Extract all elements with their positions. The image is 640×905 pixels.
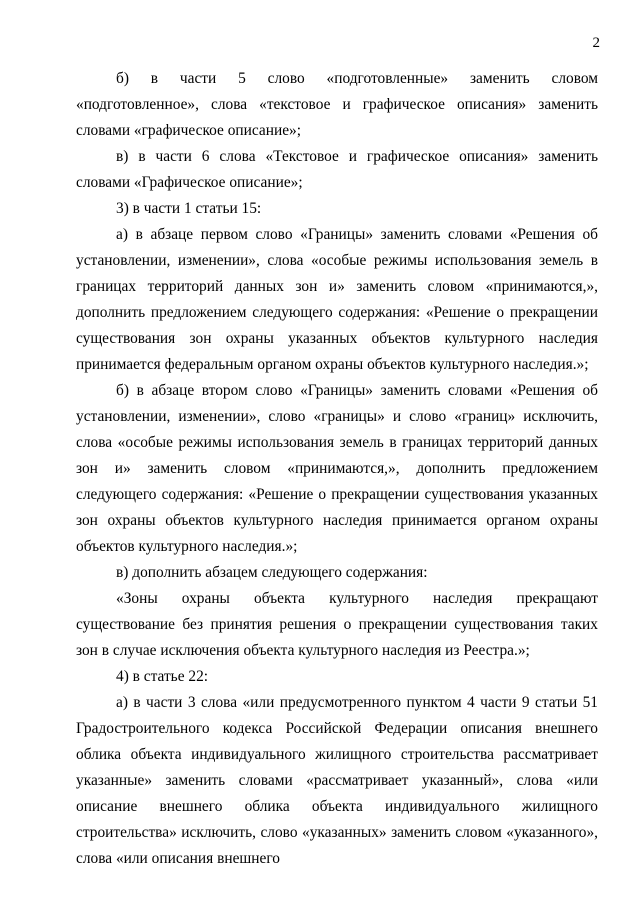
paragraph: в) в части 6 слова «Текстовое и графическое описания» заменить словами «Графическое описание»; [76,148,598,191]
paragraph: «Зоны охраны объекта культурного наследия прекращают существование без принятия решения о прекращении существования таких зон в случае исключения объекта культурного наследия из Реестра.»; [76,590,598,659]
paragraph: 4) в статье 22: [116,668,209,685]
document-body [76,66,598,872]
paragraph: б) в части 5 слово «подготовленные» заменить словом «подготовленное», слова «текстовое и графическое описания» заменить словами «графическое описание»; [76,70,598,139]
paragraph: а) в абзаце первом слово «Границы» заменить словами «Решения об установлении, изменении», слова «особые режимы использования земель в границах территорий данных зон и» заменить словом «принимаются,», дополнить предложением следующего содержания: «Решение о прекращении существования зон охраны указанных объектов культурного наследия принимается федеральным органом охраны объектов культурного наследия.»; [76,226,598,373]
paragraph: 3) в части 1 статьи 15: [116,200,262,217]
paragraph: б) в абзаце втором слово «Границы» заменить словами «Решения об установлении, изменении», слово «границы» и слово «границ» исключить, слова «особые режимы использования земель в границах территорий данных зон и» заменить словом «принимаются,», дополнить предложением следующего содержания: «Решение о прекращении существования указанных зон охраны объектов культурного наследия принимается органом охраны объектов культурного наследия.»; [76,382,598,555]
paragraph: а) в части 3 слова «или предусмотренного пунктом 4 части 9 статьи 51 Градостроительного кодекса Российской Федерации описания внешнего облика объекта индивидуального жилищного строительства рассматривает указанные» заменить словами «рассматривает указанный», слова «или описание внешнего облика объекта индивидуального жилищного строительства» исключить, слово «указанных» заменить словом «указанного», слова «или описания внешнего [76,694,598,867]
paragraph: в) дополнить абзацем следующего содержания: [116,564,428,581]
page-number: 2 [592,35,600,51]
